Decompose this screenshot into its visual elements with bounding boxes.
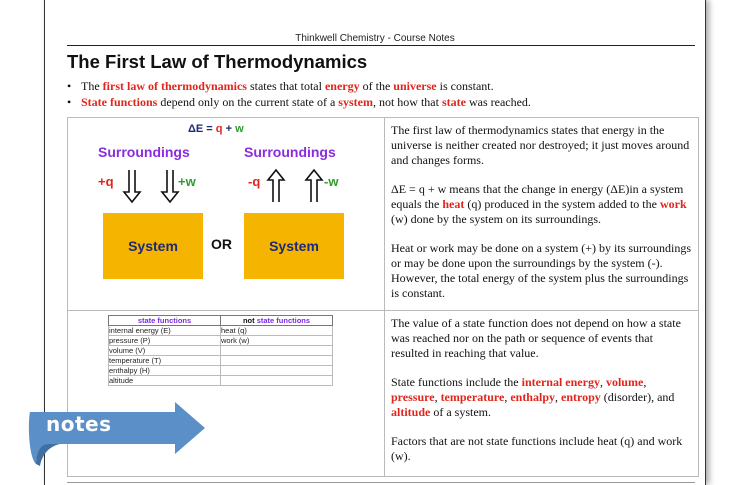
bottom-divider (67, 482, 695, 483)
text-run: , (555, 390, 561, 404)
state-functions-explanation-cell (385, 311, 699, 477)
arrow-down-icon (122, 168, 142, 204)
bullet-item: • The first law of thermodynamics states that total energy of the universe is constant. (67, 79, 494, 93)
highlighted-term: system (338, 95, 373, 109)
highlighted-term: heat (442, 197, 465, 211)
highlighted-term: first law of thermodynamics (102, 79, 247, 93)
text-run: (w) done by the system on its surroundings. (391, 212, 601, 226)
state-functions-header: state functions (109, 316, 221, 326)
text-run: was reached. (465, 95, 531, 109)
energy-diagram (68, 118, 384, 310)
table-row: altitude (109, 376, 333, 386)
highlighted-term: altitude (391, 405, 431, 419)
highlighted-term: internal energy (521, 375, 600, 389)
bullet-list (67, 78, 531, 110)
table-row: volume (V) (109, 346, 333, 356)
highlighted-term: temperature (440, 390, 505, 404)
text-run: , (643, 375, 647, 389)
header-divider (67, 45, 695, 46)
minus-q-label: -q (248, 174, 261, 189)
paragraph (391, 316, 692, 361)
text-run: of the (359, 79, 394, 93)
text-run: Heat or work may be done on a system (+) by its surroundings or may be done upon the surroundings by the system (-). However, the total energy of the system plus the surroundings is constant. (391, 241, 692, 300)
minus-w-label: -w (324, 174, 339, 189)
text-run: depend only on the current state of a (157, 95, 339, 109)
arrow-down-icon (160, 168, 180, 204)
highlighted-term: work (659, 197, 687, 211)
paragraph (391, 375, 692, 420)
text-run: , (434, 390, 441, 404)
table-row: temperature (T) (109, 356, 333, 366)
table-row: enthalpy (H) (109, 366, 333, 376)
arrow-up-icon (304, 168, 324, 204)
bullet-text (81, 79, 494, 93)
bullet-item: • State functions depend only on the current state of a system, not how that state was reached. (67, 95, 531, 109)
system-box-right: System (244, 213, 344, 279)
delta-e-equation: ΔE = q + w (188, 123, 244, 135)
text-run: The (81, 79, 103, 93)
highlighted-term: universe (393, 79, 437, 93)
highlighted-term: volume (605, 375, 644, 389)
surroundings-label-left: Surroundings (98, 144, 190, 160)
text-run: is constant. (436, 79, 494, 93)
text-run: (q) produced in the system added to the (464, 197, 660, 211)
text-run: (disorder), and (600, 390, 675, 404)
system-box-left: System (103, 213, 203, 279)
energy-diagram-cell (68, 118, 385, 311)
text-run: The value of a state function does not depend on how a state was reached nor on the path or sequence of events that resulted in reaching that value. (391, 316, 681, 360)
paragraph (391, 123, 692, 168)
paragraph (391, 241, 692, 301)
state-functions-table (108, 315, 333, 386)
surroundings-label-right: Surroundings (244, 144, 336, 160)
plus-q-label: +q (98, 174, 114, 189)
text-run: State functions include the (391, 375, 522, 389)
text-run: ΔE = q + w means that the change in energy (ΔE)in a system equals the (391, 182, 684, 211)
plus-w-label: +w (178, 174, 196, 189)
arrow-up-icon (266, 168, 286, 204)
highlighted-term: energy (324, 79, 360, 93)
or-label: OR (211, 236, 232, 252)
table-row: internal energy (E) heat (q) (109, 326, 333, 336)
notes-tab-label[interactable]: notes (46, 412, 112, 436)
paragraph (391, 434, 692, 464)
text-run: , (599, 375, 606, 389)
text-run: of a system. (430, 405, 491, 419)
highlighted-term: pressure (391, 390, 435, 404)
course-header: Thinkwell Chemistry - Course Notes (295, 33, 455, 44)
bullet-text (81, 95, 531, 109)
text-run: states that total (246, 79, 325, 93)
text-run: , not how that (372, 95, 442, 109)
first-law-explanation-cell (385, 118, 699, 311)
text-run: The first law of thermodynamics states that energy in the universe is neither created nor destroyed; it just moves around and changes forms. (391, 123, 690, 167)
not-state-functions-header: not state functions (221, 316, 333, 326)
highlighted-term: State functions (81, 95, 158, 109)
paragraph (391, 182, 692, 227)
highlighted-term: entropy (561, 390, 601, 404)
highlighted-term: state (441, 95, 466, 109)
page-title: The First Law of Thermodynamics (67, 51, 368, 72)
highlighted-term: enthalpy (510, 390, 555, 404)
text-run: , (504, 390, 511, 404)
table-row: pressure (P) work (w) (109, 336, 333, 346)
text-run: Factors that are not state functions include heat (q) and work (w). (391, 434, 683, 463)
